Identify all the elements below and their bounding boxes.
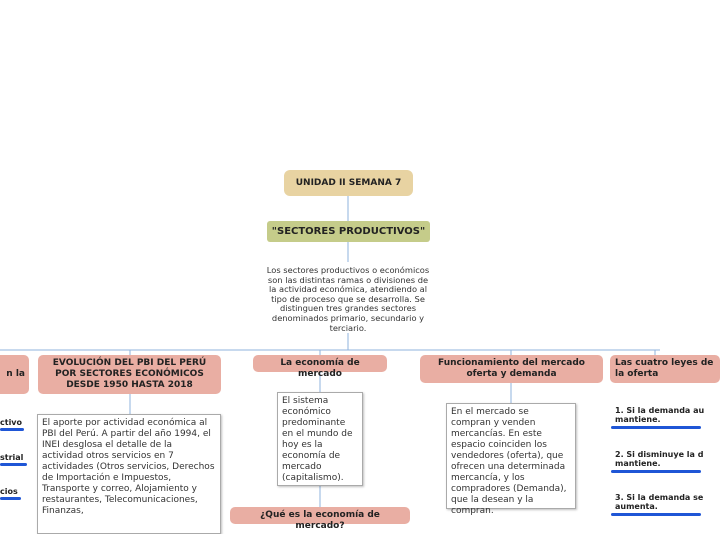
left-edge-label-3: cios [0, 487, 18, 496]
branch-economia-title: La economía de mercado [280, 358, 360, 379]
branch-left-partial-title: n la [6, 369, 25, 379]
economia-question-title: ¿Qué es la economía de mercado? [260, 510, 380, 531]
branch-left-partial[interactable] [0, 355, 29, 394]
topic-node[interactable] [267, 221, 430, 242]
left-edge-label-2: strial [0, 453, 24, 462]
ley-item-2: 2. Si disminuye la d mantiene. [615, 450, 704, 468]
branch-economia-mercado[interactable] [253, 355, 387, 379]
left-edge-underline-2 [0, 463, 27, 466]
evolucion-detail-text: El aporte por actividad económica al PBI del Perú. A partir del año 1994, el INEI desglosa el detalle de la actividad otros servicios en 7 actividades (Otros servicios, Derechos de Importación e Impuestos, Transporte y correo, Alojamiento y restaurantes, Telecomunicaciones, Finanzas, [42, 418, 215, 516]
branch-cuatro-leyes[interactable] [610, 355, 720, 383]
ley-item-1: 1. Si la demanda au mantiene. [615, 406, 705, 424]
ley-item-3: 3. Si la demanda se aumenta. [615, 493, 704, 511]
left-edge-label-1: ctivo [0, 418, 23, 427]
ley-underline-2 [611, 470, 701, 473]
evolucion-detail [37, 414, 221, 534]
ley-underline-3 [611, 513, 701, 516]
branch-leyes-title: Las cuatro leyes de la oferta [615, 358, 714, 379]
branch-funcionamiento-title: Funcionamiento del mercado oferta y demanda [438, 358, 585, 379]
ley-underline-1 [611, 426, 701, 429]
root-node[interactable] [284, 170, 413, 196]
economia-question-node[interactable] [230, 507, 410, 531]
left-edge-underline-1 [0, 428, 24, 431]
branch-evolucion[interactable] [38, 355, 221, 394]
branch-evolucion-title: EVOLUCIÓN DEL PBI DEL PERÚ POR SECTORES ECONÓMICOS DESDE 1950 HASTA 2018 [52, 358, 207, 390]
economia-detail [277, 392, 363, 486]
funcionamiento-detail-text: En el mercado se compran y venden mercancías. En este espacio coinciden los vendedores (oferta), que ofrecen una determinada mercancía, y los compradores (Demanda), que la desean y la compran. [451, 407, 567, 516]
topic-description: Los sectores productivos o económicos son las distintas ramas o divisiones de la actividad económica, atendiendo al tipo de proceso que se desarrolla. Se distinguen tres grandes sectores denominados primario, secundario y terciario. [266, 265, 430, 333]
left-edge-underline-3 [0, 497, 21, 500]
root-title: UNIDAD II SEMANA 7 [295, 178, 402, 188]
branch-funcionamiento[interactable] [420, 355, 603, 383]
topic-title: "SECTORES PRODUCTIVOS" [271, 226, 426, 237]
economia-detail-text: El sistema económico predominante en el mundo de hoy es la economía de mercado (capitalismo). [282, 396, 353, 483]
funcionamiento-detail [446, 403, 576, 516]
